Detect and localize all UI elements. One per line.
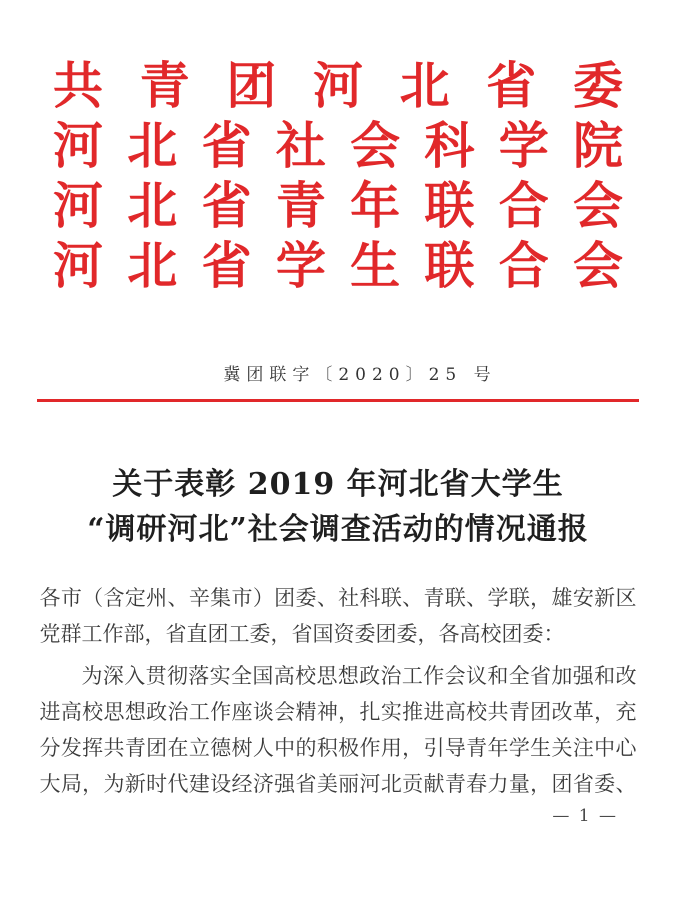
salutation-paragraph — [40, 580, 637, 652]
body-line: 进高校思想政治工作座谈会精神，扎实推进高校共青团改革，充 — [39, 700, 637, 724]
document-page — [0, 56, 676, 914]
page-footer — [0, 806, 676, 826]
letterhead-org-4: 河 北 省 学 生 联 合 会 — [53, 236, 623, 295]
letterhead-org-3: 河 北 省 青 年 联 合 会 — [53, 176, 623, 235]
letterhead-org-2: 河 北 省 社 会 科 学 院 — [53, 116, 623, 175]
body-line: 为深入贯彻落实全国高校思想政治工作会议和全省加强和改 — [81, 664, 637, 688]
body-line: 大局，为新时代建设经济强省美丽河北贡献青春力量，团省委、 — [39, 772, 637, 796]
title-line-1: 关于表彰 2019 年河北省大学生 — [112, 467, 564, 502]
document-title — [0, 462, 676, 552]
letterhead-org-1: 共 青 团 河 北 省 委 — [53, 56, 623, 115]
page-number: — 1 — — [552, 806, 618, 826]
body-line: 各市（含定州、辛集市）团委、社科联、青联、学联，雄安新区 — [39, 586, 637, 610]
body-line: 分发挥共青团在立德树人中的积极作用，引导青年学生关注中心 — [39, 736, 637, 760]
body-line: 党群工作部，省直团工委，省国资委团委，各高校团委： — [39, 622, 565, 646]
title-line-2: “调研河北”社会调查活动的情况通报 — [87, 512, 589, 547]
document-body — [40, 580, 637, 802]
document-number: 冀团联字〔2020〕25 号 — [223, 365, 497, 385]
letterhead — [53, 56, 623, 296]
red-divider-line — [37, 399, 639, 402]
intro-paragraph — [40, 658, 637, 802]
